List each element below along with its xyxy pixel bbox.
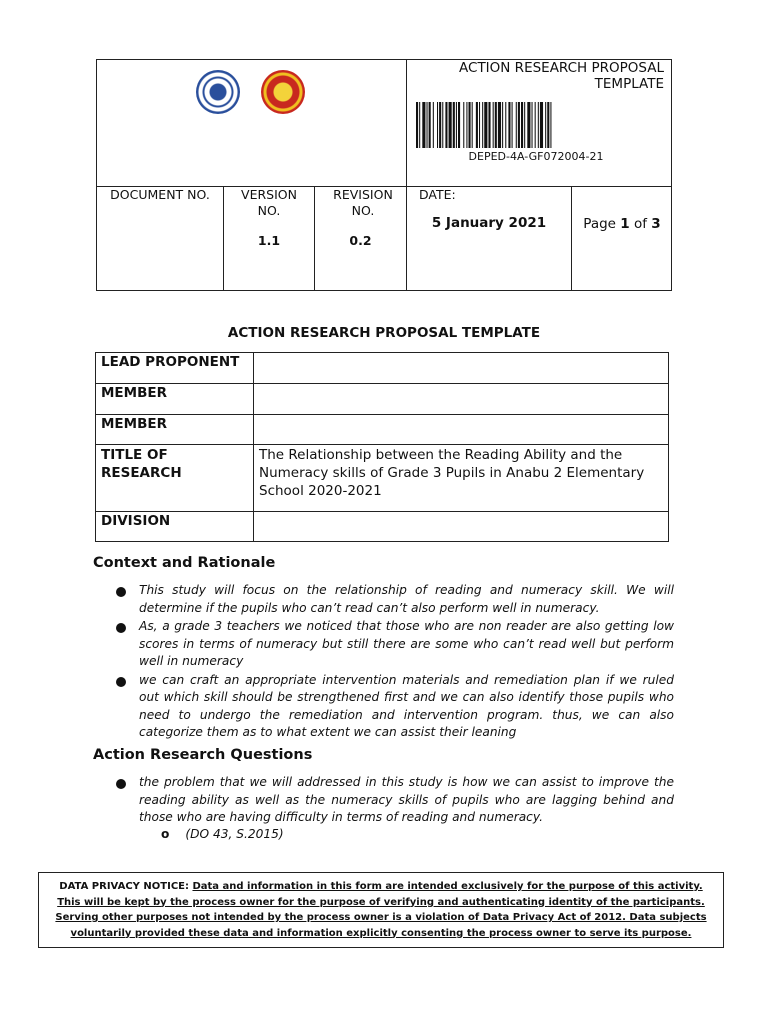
document-header xyxy=(96,59,672,291)
barcode-bar xyxy=(498,102,501,148)
context-bullet-list xyxy=(114,582,674,743)
version-value: 1.1 xyxy=(257,233,281,248)
barcode-bar xyxy=(472,102,473,148)
barcode-bar xyxy=(508,102,510,148)
list-item xyxy=(114,774,674,827)
table-row xyxy=(96,512,669,542)
privacy-lead: DATA PRIVACY NOTICE: xyxy=(59,881,193,892)
row-label: DIVISION xyxy=(96,512,254,542)
title-of-research-field[interactable]: The Relationship between the Reading Ability and the Numeracy skills of Grade 3 Pupils in Anabu 2 Elementary School 2020-2021 xyxy=(254,445,669,512)
barcode-bar xyxy=(458,102,460,148)
table-row xyxy=(96,353,669,384)
barcode-bar xyxy=(524,102,525,148)
barcode-bar xyxy=(456,102,457,148)
barcode-bar xyxy=(437,102,438,148)
member-field[interactable] xyxy=(254,384,669,415)
barcode-bar xyxy=(442,102,443,148)
bullet-text: As, a grade 3 teachers we noticed that those who are non reader are also getting low scores in terms of numeracy but still there are some who can’t read well but perform well in numeracy xyxy=(139,619,674,668)
barcode-bar xyxy=(521,102,523,148)
barcode-bar xyxy=(427,102,428,148)
barcode-bar xyxy=(439,102,441,148)
barcode-bar xyxy=(445,102,447,148)
deped-seal-logo xyxy=(196,70,240,114)
date-value: 5 January 2021 xyxy=(431,215,547,231)
bullet-icon xyxy=(116,779,126,789)
divider xyxy=(571,186,572,291)
divider xyxy=(406,60,407,291)
version-label: VERSION NO. xyxy=(241,187,297,218)
lead-proponent-field[interactable] xyxy=(254,353,669,384)
barcode-bar xyxy=(495,102,497,148)
barcode-bar xyxy=(479,102,480,148)
revision-value: 0.2 xyxy=(349,233,372,248)
sub-item-text: (DO 43, S.2015) xyxy=(185,827,284,841)
barcode-bar xyxy=(416,102,418,148)
row-label: TITLE OF RESEARCH xyxy=(96,445,254,512)
barcode-bar xyxy=(493,102,494,148)
barcode-bar xyxy=(532,102,533,148)
bullet-icon xyxy=(116,677,126,687)
document-no-label: DOCUMENT NO. xyxy=(110,187,210,202)
page-of: of xyxy=(629,216,652,232)
barcode-bar xyxy=(505,102,506,148)
row-label: MEMBER xyxy=(96,415,254,445)
barcode-bar xyxy=(540,102,543,148)
list-item xyxy=(114,618,674,671)
barcode-bar xyxy=(545,102,546,148)
questions-bullet-list xyxy=(114,774,674,828)
row-label: LEAD PROPONENT xyxy=(96,353,254,384)
table-row xyxy=(96,445,669,512)
barcode-bar xyxy=(547,102,549,148)
page-current: 1 xyxy=(620,216,630,232)
barcode-image xyxy=(416,102,656,148)
page-prefix: Page xyxy=(583,216,621,232)
data-privacy-notice xyxy=(38,872,724,948)
barcode-bar xyxy=(550,102,551,148)
barcode-bar xyxy=(518,102,520,148)
table-row xyxy=(96,384,669,415)
barcode-number: DEPED-4A-GF072004-21 xyxy=(468,150,604,163)
privacy-body: Data and information in this form are intended exclusively for the purpose of this activity. This will be kept by the process owner for the purpose of verifying and authenticating identity of the participants. Serving other purposes not intended by the process owner is a violation of Data Privacy Act of 2012. Data subjects voluntarily provided these data and information explicitly consenting the process owner to serve its purpose. xyxy=(55,881,707,939)
section-title: ACTION RESEARCH PROPOSAL TEMPLATE xyxy=(227,325,541,341)
barcode-bar xyxy=(429,102,431,148)
bullet-icon xyxy=(116,623,126,633)
member-field[interactable] xyxy=(254,415,669,445)
barcode-bar xyxy=(466,102,467,148)
barcode-bar xyxy=(538,102,539,148)
date-label: DATE: xyxy=(419,187,456,202)
barcode-bar xyxy=(482,102,483,148)
list-item xyxy=(114,672,674,742)
barcode-bar xyxy=(535,102,536,148)
bullet-text: This study will focus on the relationship of reading and numeracy skill. We will determine if the pupils who can’t read can’t also perform well in numeracy. xyxy=(139,583,674,615)
barcode-bar xyxy=(433,102,434,148)
barcode-bar xyxy=(512,102,513,148)
revision-label: REVISION NO. xyxy=(333,187,393,218)
barcode-bar xyxy=(453,102,455,148)
barcode-bar xyxy=(476,102,478,148)
barcode-bar xyxy=(488,102,490,148)
barcode-bar xyxy=(422,102,425,148)
barcode-bar xyxy=(419,102,420,148)
barcode-bar xyxy=(469,102,471,148)
context-heading: Context and Rationale xyxy=(93,555,276,571)
sub-bullet-marker: o xyxy=(161,827,170,841)
barcode-bar xyxy=(527,102,530,148)
barcode-bar xyxy=(449,102,452,148)
bullet-text: we can craft an appropriate intervention materials and remediation plan if we ruled out which skill should be strengthened first and we can also identify those pupils who need to undergo the remediation and intervention program. thus, we can also categorize them as to what extent we can assist their leaning xyxy=(139,672,674,739)
sub-list-item xyxy=(161,827,284,841)
page-indicator xyxy=(572,216,672,232)
barcode-bar xyxy=(516,102,517,148)
table-row xyxy=(96,415,669,445)
header-title: ACTION RESEARCH PROPOSAL TEMPLATE xyxy=(459,60,664,92)
page-total: 3 xyxy=(651,216,661,232)
barcode-bar xyxy=(463,102,464,148)
barcode-bar xyxy=(502,102,503,148)
list-item xyxy=(114,582,674,617)
regional-seal-logo xyxy=(261,70,305,114)
row-label: MEMBER xyxy=(96,384,254,415)
bullet-icon xyxy=(116,587,126,597)
barcode-bar xyxy=(484,102,487,148)
bullet-text: the problem that we will addressed in this study is how we can assist to improve the reading ability as well as the numeracy skills of pupils who are lagging behind and those who are having difficulty in terms of reading and numeracy. xyxy=(139,775,674,824)
proposal-table xyxy=(95,352,669,542)
division-field[interactable] xyxy=(254,512,669,542)
questions-heading: Action Research Questions xyxy=(93,747,313,763)
